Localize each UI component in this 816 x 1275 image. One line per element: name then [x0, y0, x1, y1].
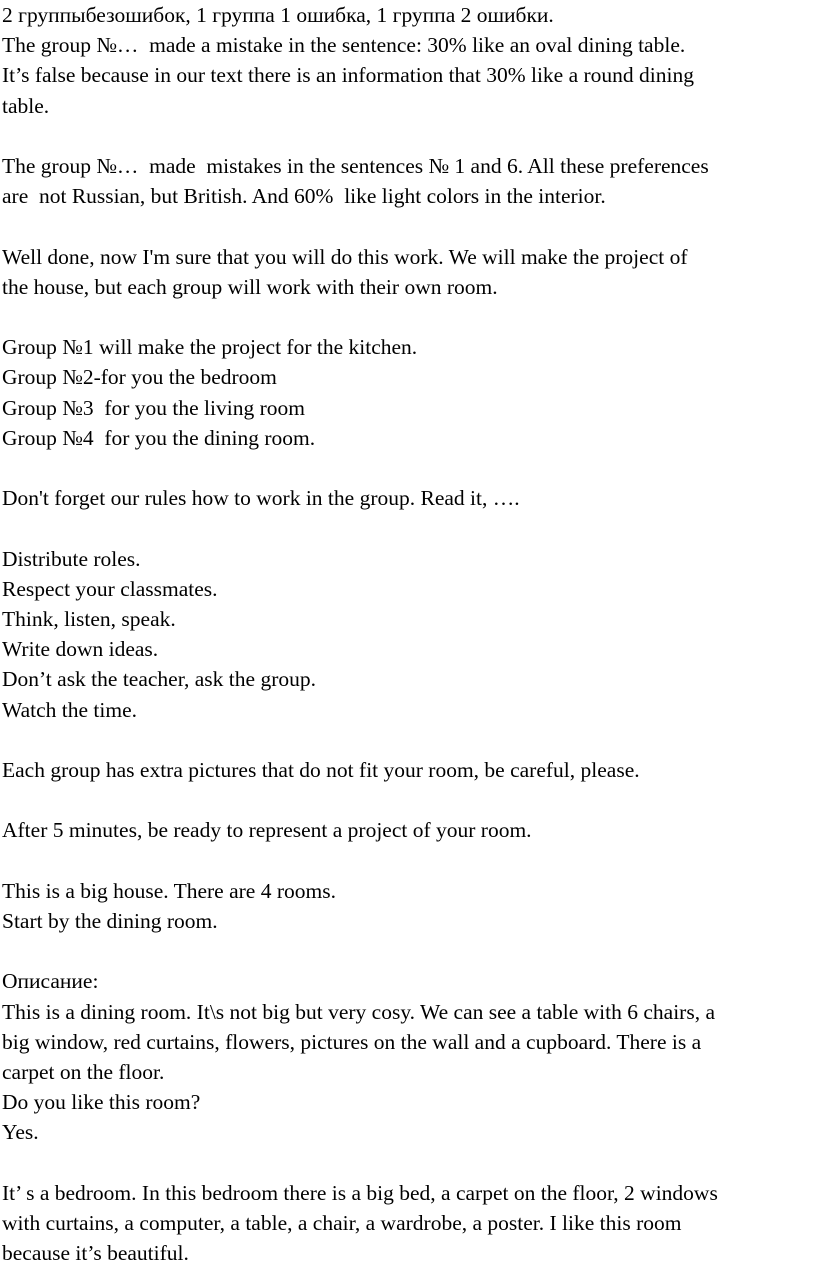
text-line: After 5 minutes, be ready to represent a project of your room.: [2, 818, 532, 843]
text-line: Each group has extra pictures that do not fit your room, be careful, please.: [2, 757, 640, 782]
document-page: [2, 0, 814, 1268]
text-line: Write down ideas.: [2, 637, 159, 662]
paragraph-gap: [2, 453, 814, 483]
paragraph-five-minutes: [2, 815, 814, 845]
paragraph-group-assignments: [2, 332, 814, 453]
text-line: big window, red curtains, flowers, pictures on the wall and a cupboard. There is a: [2, 1029, 702, 1054]
paragraph-gap: [2, 785, 814, 815]
text-line: Group №4 for you the dining room.: [2, 425, 316, 450]
paragraph-well-done: [2, 242, 814, 302]
text-line: Respect your classmates.: [2, 576, 218, 601]
text-line: the house, but each group will work with their own room.: [2, 274, 498, 299]
text-line: This is a big house. There are 4 rooms.: [2, 878, 336, 903]
text-line: The group №… made mistakes in the sentences № 1 and 6. All these preferences: [2, 154, 709, 178]
text-line: Watch the time.: [2, 697, 137, 722]
paragraph-gap: [2, 121, 814, 151]
paragraph-group-mistakes: [2, 151, 814, 211]
paragraph-gap: [2, 1148, 814, 1178]
text-line: Don’t ask the teacher, ask the group.: [2, 667, 316, 692]
text-line: This is a dining room. It\s not big but very cosy. We can see a table with 6 chairs, a: [2, 999, 715, 1024]
paragraph-big-house: [2, 876, 814, 936]
text-line: with curtains, a computer, a table, a chair, a wardrobe, a poster. I like this room: [2, 1210, 682, 1235]
text-line: Well done, now I'm sure that you will do this work. We will make the project of: [2, 244, 688, 269]
paragraph-dining-room-description: [2, 966, 814, 1147]
paragraph-rules-intro: [2, 483, 814, 513]
paragraph-group-results: [2, 0, 814, 121]
paragraph-rules-list: [2, 544, 814, 725]
paragraph-gap: [2, 936, 814, 966]
text-line: Group №2-for you the bedroom: [2, 365, 277, 390]
text-line: Group №1 will make the project for the kitchen.: [2, 335, 418, 360]
text-line: Yes.: [2, 1120, 39, 1145]
text-line: Think, listen, speak.: [2, 606, 176, 631]
text-line: because it’s beautiful.: [2, 1241, 189, 1266]
text-line: carpet on the floor.: [2, 1059, 165, 1084]
text-line: It’s false because in our text there is an information that 30% like a round dining: [2, 63, 694, 88]
text-line: table.: [2, 93, 50, 118]
text-line: The group №… made a mistake in the sentence: 30% like an oval dining table.: [2, 33, 686, 58]
paragraph-bedroom-description: [2, 1178, 814, 1269]
text-line: are not Russian, but British. And 60% like light colors in the interior.: [2, 184, 606, 209]
text-line: Start by the dining room.: [2, 908, 218, 933]
text-line: Don't forget our rules how to work in the group. Read it, ….: [2, 486, 520, 511]
paragraph-extra-pictures: [2, 755, 814, 785]
paragraph-gap: [2, 725, 814, 755]
text-line: Group №3 for you the living room: [2, 395, 305, 420]
text-line: Описание:: [2, 969, 99, 994]
paragraph-gap: [2, 513, 814, 543]
paragraph-gap: [2, 846, 814, 876]
text-line: 2 группыбезошибок, 1 группа 1 ошибка, 1 группа 2 ошибки.: [2, 3, 554, 27]
text-line: It’ s a bedroom. In this bedroom there is a big bed, a carpet on the floor, 2 windows: [2, 1180, 718, 1205]
text-line: Do you like this room?: [2, 1090, 201, 1115]
paragraph-gap: [2, 302, 814, 332]
text-line: Distribute roles.: [2, 546, 141, 571]
paragraph-gap: [2, 211, 814, 241]
